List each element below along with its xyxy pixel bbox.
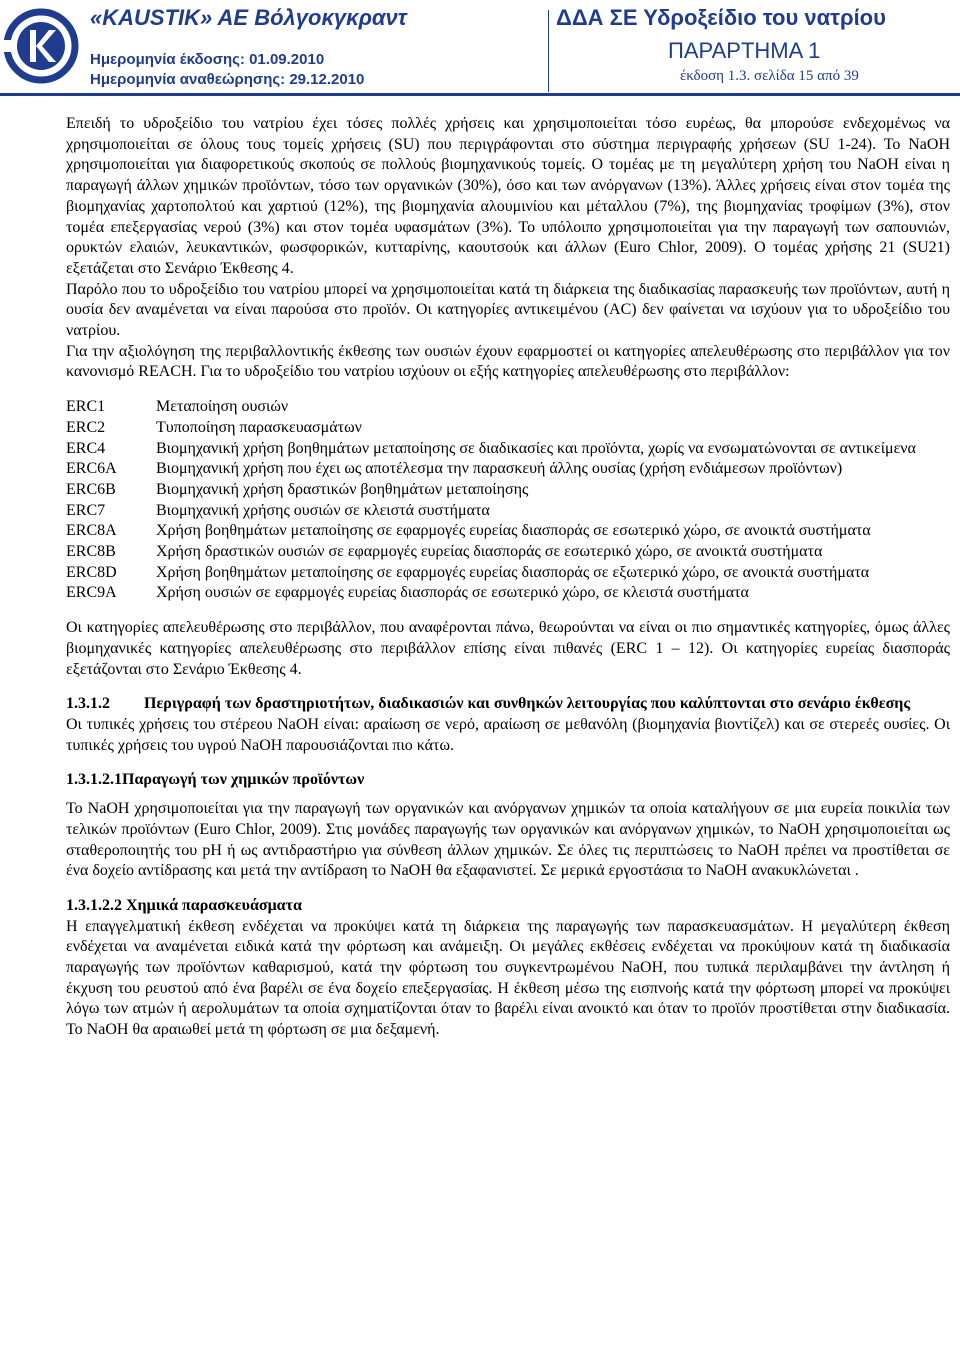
list-item	[66, 459, 950, 480]
header-divider	[548, 10, 549, 92]
erc-code: ERC9A	[66, 584, 117, 602]
company-name: «KAUSTIK» AE Βόλγοκγκραντ	[90, 5, 407, 30]
list-item	[66, 521, 950, 542]
erc-list	[66, 397, 950, 604]
list-item	[66, 563, 950, 584]
section-heading-13121: 1.3.1.2.1Παραγωγή των χημικών προϊόντων	[66, 771, 365, 789]
erc-code: ERC8A	[66, 522, 117, 540]
list-item	[66, 397, 950, 418]
section-title: Περιγραφή των δραστηριοτήτων, διαδικασιών και συνθηκών λειτουργίας που καλύπτονται στο σενάριο έκθεσης	[144, 695, 911, 713]
erc-description: Βιομηχανική χρήση βοηθημάτων μεταποίησης σε διαδικασίες και προϊόντα, χωρίς να ενσωματώνονται σε αντικείμενα	[156, 439, 916, 457]
erc-description: Βιομηχανική χρήση που έχει ως αποτέλεσμα την παρασκευή άλλης ουσίας (χρήση ενδιάμεσων προϊόντων)	[156, 460, 843, 478]
document-body	[66, 114, 950, 1041]
intro-paragraph-1: Επειδή το υδροξείδιο του νατρίου έχει τόσες πολλές χρήσεις και χρησιμοποιείται τόσο ευρέως, θα μπορούσε ενδεχομένως να χρησιμοποιείται σε όλους τους τομείς χρήσεις (SU) που περιγράφονται στο σύστημα περιγραφής χρήσεων (SU 1-24). Το NaOH χρησιμοποιείται για διαφορετικούς σκοπούς σε πολλούς βιομηχανικούς τομείς. Ο τομέας με τη μεγαλύτερη χρήση του NaOH είναι η παραγωγή άλλων χημικών προϊόντων, τόσο των οργανικών (30%), όσο και των ανόργανων (13%). Άλλες χρήσεις είναι στον τομέα της βιομηχανίας χαρτοπολτού και χαρτιού (12%), της βιομηχανία αλουμινίου και μέταλλου (7%), της βιομηχανίας τροφίμων (3%), στον τομέα επεξεργασίας νερού (3%) και στον τομέα υφασμάτων (3%). Το υπόλοιπο χρησιμοποιείται για την παραγωγή των σαπουνιών, ορυκτών ελαιών, λευκαντικών, φωσφορικών, κυτταρίνης, καουτσούκ και άλλων (Euro Chlor, 2009). Ο τομέας χρήσης 21 (SU21) εξετάζεται στο Σενάριο Έκθεσης 4.	[66, 115, 950, 277]
list-item	[66, 542, 950, 563]
erc-description: Τυποποίηση παρασκευασμάτων	[156, 418, 362, 436]
header-rule	[0, 93, 960, 96]
erc-code: ERC6B	[66, 480, 116, 498]
section-heading-13122: 1.3.1.2.2 Χημικά παρασκευάσματα	[66, 896, 302, 914]
page-info: έκδοση 1.3. σελίδα 15 από 39	[680, 68, 859, 84]
after-list-paragraph: Οι κατηγορίες απελευθέρωσης στο περιβάλλον, που αναφέρονται πάνω, θεωρούνται να είναι οι πιο σημαντικές κατηγορίες, όμως άλλες βιομηχανικές κατηγορίες απελευθέρωσης στο περιβάλλον επίσης είναι πιθανές (ERC 1 – 12). Οι κατηγορίες ευρείας διασποράς εξετάζονται στο Σενάριο Έκθεσης 4.	[66, 619, 950, 678]
section-1312-text: Οι τυπικές χρήσεις του στέρεου NaOH είναι: αραίωση σε νερό, αραίωση σε μεθανόλη (βιομηχανία βιοντίζελ) και σε στερεές ουσίες. Οι τυπικές χρήσεις του υγρού NaOH παρουσιάζονται πιο κάτω.	[66, 715, 950, 754]
erc-description: Βιομηχανική χρήσης ουσιών σε κλειστά συστήματα	[156, 501, 490, 519]
erc-code: ERC7	[66, 501, 106, 519]
kaustik-logo-icon	[2, 2, 80, 90]
document-dates	[90, 50, 364, 90]
erc-description: Χρήση βοηθημάτων μεταποίησης σε εφαρμογές ευρείας διασποράς σε εσωτερικό χώρο, σε ανοικτά συστήματα	[156, 522, 871, 540]
section-13122-text: Η επαγγελματική έκθεση ενδέχεται να προκύψει κατά τη διάρκεια της παραγωγής των παρασκευασμάτων. Η μεγαλύτερη έκθεση ενδέχεται να αναμένεται ειδικά κατά την φόρτωση και ανάμειξη. Οι μεγάλες εκθέσεις ενδέχεται να προκύψουν κατά τη διαδικασία παραγωγής των προϊόντων καθαρισμού, κατά την φόρτωση του συγκεντρωμένου NaOH, που τυπικά περιλαμβάνει την άντληση ή έκχυση του ρευστού από ένα βαρέλι σε ένα δοχείο επεξεργασίας. Η έκθεση μέσω της εισπνοής κατά την φόρτωση μπορεί να προκύψει λόγω των ατμών ή αερολυμάτων τα οποία σχηματίζονται όταν το βαρέλι είναι ανοικτό και όταν το προϊόν προστίθεται στην διαδικασία. Το NaOH θα αραιωθεί μετά τη φόρτωση σε μια δεξαμενή.	[66, 917, 950, 1039]
erc-description: Μεταποίηση ουσιών	[156, 398, 289, 416]
section-number: 1.3.1.2	[66, 695, 110, 713]
list-item	[66, 583, 950, 604]
list-item	[66, 480, 950, 501]
erc-code: ERC6A	[66, 460, 117, 478]
page-header	[0, 0, 960, 95]
erc-code: ERC1	[66, 398, 106, 416]
annex-label: ΠΑΡΑΡΤΗΜΑ 1	[668, 38, 821, 63]
erc-code: ERC8D	[66, 563, 117, 581]
list-item	[66, 439, 950, 460]
erc-description: Βιομηχανική χρήση δραστικών βοηθημάτων μεταποίησης	[156, 480, 529, 498]
erc-description: Χρήση βοηθημάτων μεταποίησης σε εφαρμογές ευρείας διασποράς σε εξωτερικό χώρο, σε ανοικτά συστήματα	[156, 563, 870, 581]
section-heading-1312	[66, 694, 950, 715]
erc-code: ERC2	[66, 418, 106, 436]
erc-description: Χρήση δραστικών ουσιών σε εφαρμογές ευρείας διασποράς σε εσωτερικό χώρο, σε ανοικτά συστήματα	[156, 543, 823, 561]
list-item	[66, 418, 950, 439]
document-title: ΔΔΑ ΣΕ Υδροξείδιο του νατρίου	[556, 5, 886, 30]
erc-code: ERC4	[66, 439, 106, 457]
erc-code: ERC8B	[66, 543, 116, 561]
revision-date: Ημερομηνία αναθεώρησης: 29.12.2010	[90, 71, 365, 88]
intro-paragraph-3: Για την αξιολόγηση της περιβαλλοντικής έκθεσης των ουσιών έχουν εφαρμοστεί οι κατηγορίες απελευθέρωσης στο περιβάλλον για τον κανονισμό REACH. Για το υδροξείδιο του νατρίου ισχύουν οι εξής κατηγορίες απελευθέρωσης στο περιβάλλον:	[66, 342, 950, 381]
list-item	[66, 501, 950, 522]
intro-paragraph-2: Παρόλο που το υδροξείδιο του νατρίου μπορεί να χρησιμοποιείται κατά τη διάρκεια της διαδικασίας παρασκευής των προϊόντων, αυτή η ουσία δεν αναμένεται να είναι παρούσα στο προϊόν. Οι κατηγορίες αντικειμένου (AC) δεν φαίνεται να ισχύουν για το υδροξείδιο του νατρίου.	[66, 280, 950, 340]
section-13121-text: Το NaOH χρησιμοποιείται για την παραγωγή των οργανικών και ανόργανων χημικών τα οποία καταλήγουν σε μια ευρεία ποικιλία των τελικών προϊόντων (Euro Chlor, 2009). Στις μονάδες παραγωγής των οργανικών και ανόργανων χημικών, το NaOH χρησιμοποιείται ως σταθεροποιητής του pH ή ως αντιδραστήριο για σύνθεση άλλων χημικών. Σε όλες τις περιπτώσεις το NaOH πρέπει να προστίθεται σε ένα δοχείο αντίδρασης και μετά την αντίδραση το NaOH θα εξαφανιστεί. Σε μερικά εργοστάσια το NaOH ανακυκλώνεται .	[66, 800, 950, 880]
erc-description: Χρήση ουσιών σε εφαρμογές ευρείας διασποράς σε εσωτερικό χώρο, σε κλειστά συστήματα	[156, 584, 749, 602]
issue-date: Ημερομηνία έκδοσης: 01.09.2010	[90, 51, 325, 68]
